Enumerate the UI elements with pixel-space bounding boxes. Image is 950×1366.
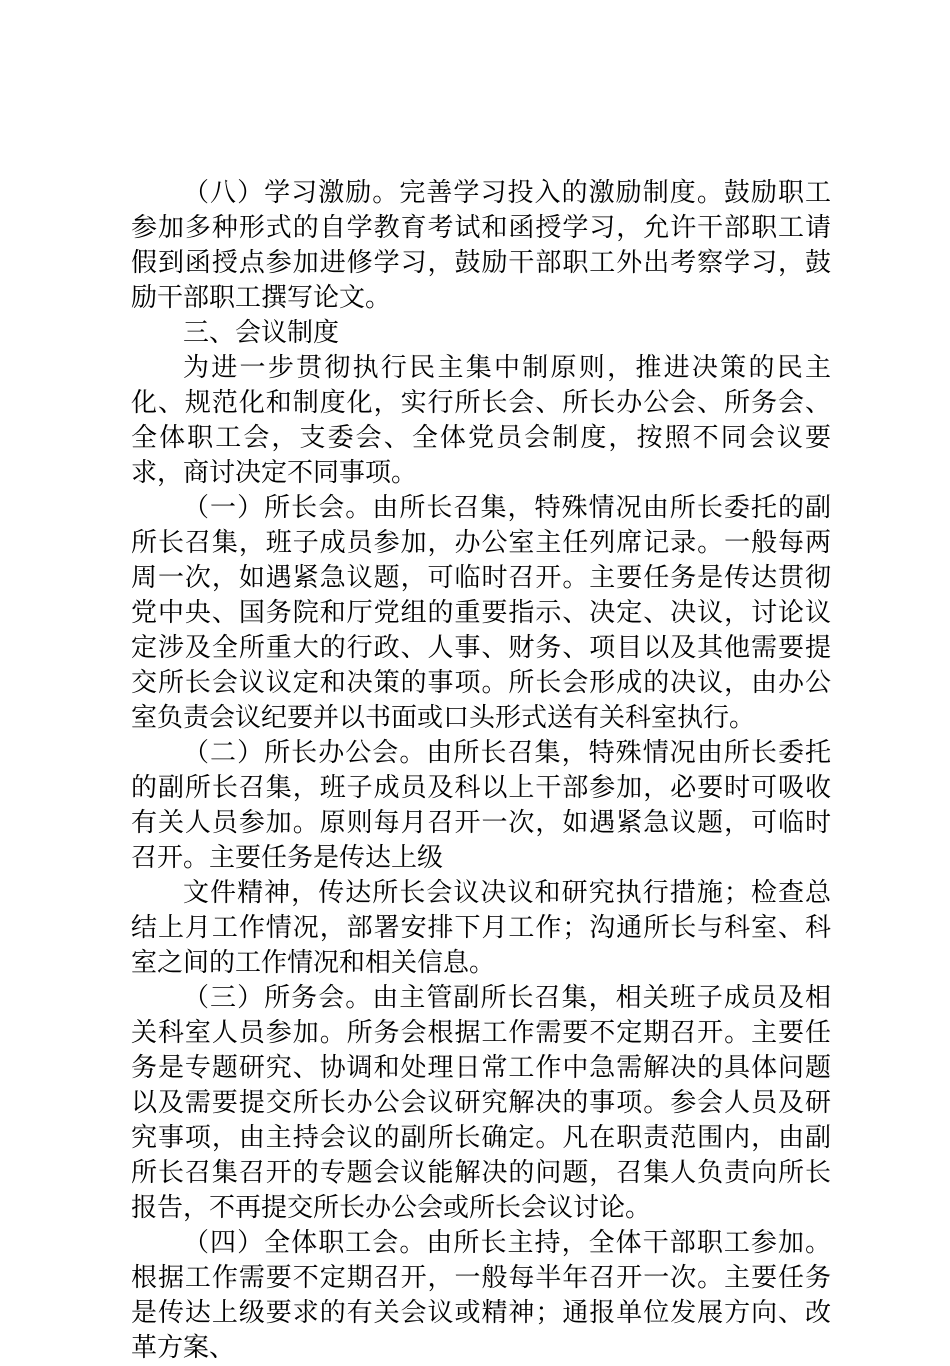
paragraph-director-office-meeting-cont: 文件精神，传达所长会议决议和研究执行措施；检查总结上月工作情况，部署安排下月工作；沟通所长与科室、科室之间的工作情况和相关信息。	[131, 878, 831, 978]
paragraph-meeting-intro: 为进一步贯彻执行民主集中制原则，推进决策的民主化、规范化和制度化，实行所长会、所长办公会、所务会、全体职工会，支委会、全体党员会制度，按照不同会议要求，商讨决定不同事项。	[131, 353, 831, 488]
section-heading-meeting-system: 三、会议制度	[183, 318, 340, 348]
paragraph-director-meeting: （一）所长会。由所长召集，特殊情况由所长委托的副所长召集，班子成员参加，办公室主任列席记录。一般每两周一次，如遇紧急议题，可临时召开。主要任务是传达贯彻党中央、国务院和厅党组的重要指示、决定、决议，讨论议定涉及全所重大的行政、人事、财务、项目以及其他需要提交所长会议议定和决策的事项。所长会形成的决议，由办公室负责会议纪要并以书面或口头形式送有关科室执行。	[131, 493, 831, 733]
paragraph-affairs-meeting: （三）所务会。由主管副所长召集，相关班子成员及相关科室人员参加。所务会根据工作需要不定期召开。主要任务是专题研究、协调和处理日常工作中急需解决的具体问题以及需要提交所长办公会议研究解决的事项。参会人员及研究事项，由主持会议的副所长确定。凡在职责范围内，由副所长召集召开的专题会议能解决的问题，召集人负责向所长报告，不再提交所长办公会或所长会议讨论。	[131, 983, 831, 1223]
paragraph-study-incentive: （八）学习激励。完善学习投入的激励制度。鼓励职工参加多种形式的自学教育考试和函授学习，允许干部职工请假到函授点参加进修学习，鼓励干部职工外出考察学习，鼓励干部职工撰写论文。	[131, 178, 831, 313]
paragraph-director-office-meeting: （二）所长办公会。由所长召集，特殊情况由所长委托的副所长召集，班子成员及科以上干部参加，必要时可吸收有关人员参加。原则每月召开一次，如遇紧急议题，可临时召开。主要任务是传达上级	[131, 738, 831, 873]
paragraph-all-staff-meeting: （四）全体职工会。由所长主持，全体干部职工参加。根据工作需要不定期召开，一般每半年召开一次。主要任务是传达上级要求的有关会议或精神；通报单位发展方向、改革方案、	[131, 1228, 831, 1363]
document-body	[131, 176, 831, 1366]
